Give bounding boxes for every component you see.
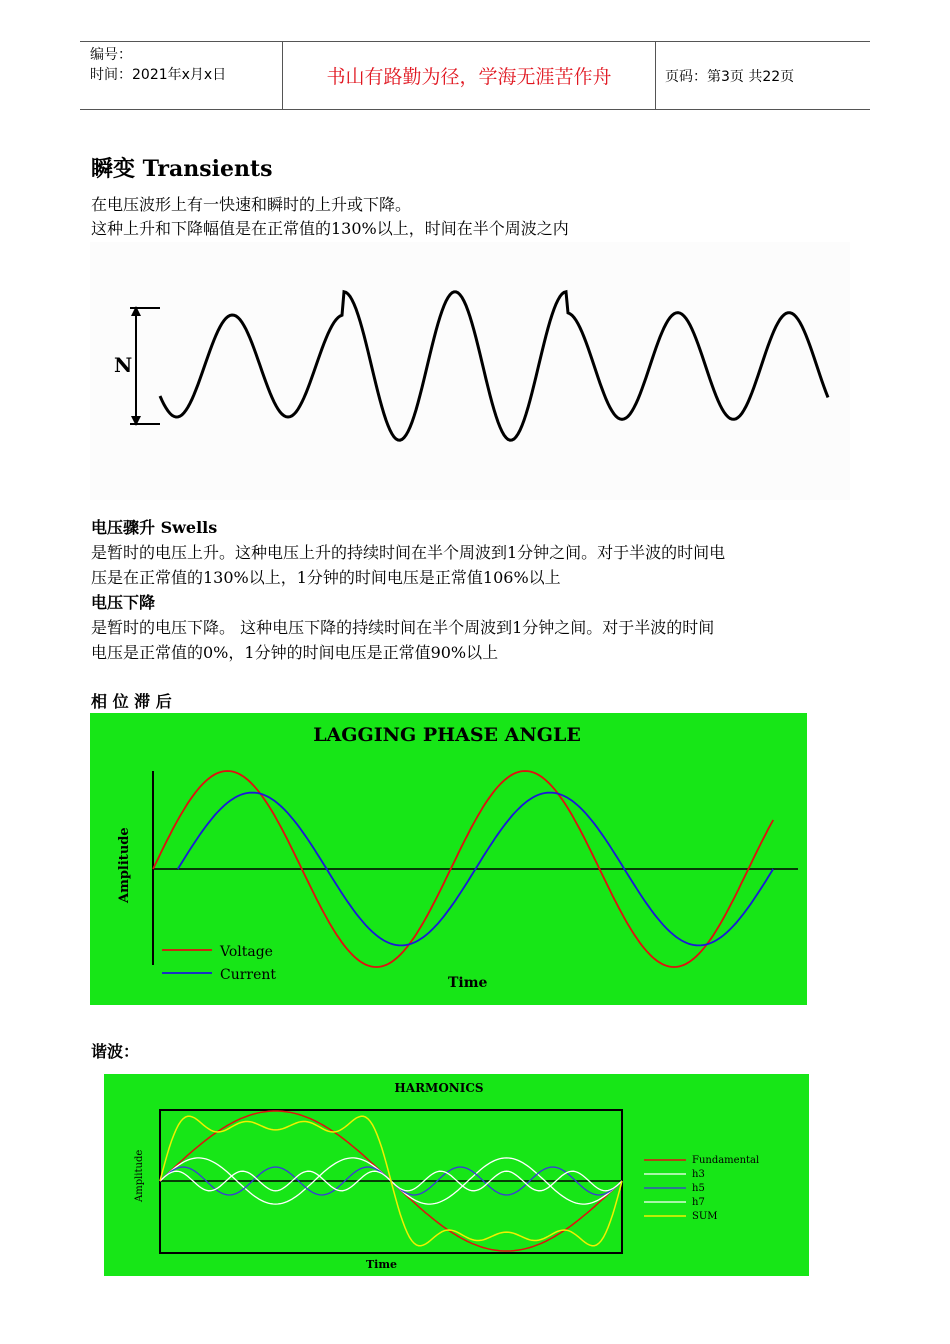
sags-text-1: 是暂时的电压下降。 这种电压下降的持续时间在半个周波到1分钟之间。对于半波的时间: [91, 618, 715, 637]
section-title-swells: 电压骤升 Swells: [91, 518, 218, 537]
section-title-harmonics: 谐波：: [91, 1042, 140, 1061]
document-date: 时间：2021年x月x日: [90, 67, 227, 83]
swells-text-2: 压是在正常值的130%以上，1分钟的时间电压是正常值106%以上: [91, 568, 561, 587]
swells-text-1: 是暂时的电压上升。这种电压上升的持续时间在半个周波到1分钟之间。对于半波的时间电: [91, 543, 726, 562]
page-number: 页码：第3页 共22页: [665, 68, 795, 85]
header-motto: 书山有路勤为径，学海无涯苦作舟: [326, 66, 612, 88]
amplitude-label: N: [114, 353, 133, 377]
transients-text-1: 在电压波形上有一快速和瞬时的上升或下降。: [91, 195, 412, 214]
section-title-sags: 电压下降: [91, 593, 156, 612]
legend-label-h5: h5: [692, 1183, 705, 1194]
header-meta: [90, 45, 226, 85]
chart-title: HARMONICS: [394, 1081, 484, 1095]
header-divider: [655, 42, 656, 109]
y-axis-label: Amplitude: [134, 1149, 145, 1202]
transients-text-2: 这种上升和下降幅值是在正常值的130%以上，时间在半个周波之内: [91, 219, 569, 238]
y-axis-label: Amplitude: [117, 827, 132, 903]
lagging-phase-chart: [90, 713, 807, 1005]
harmonics-chart: [104, 1074, 809, 1276]
legend-label-h7: h7: [692, 1197, 705, 1208]
legend-voltage-label: Voltage: [220, 944, 273, 960]
legend-current-label: Current: [220, 967, 277, 983]
legend-label-h3: h3: [692, 1169, 705, 1180]
chart-background: [90, 713, 807, 1005]
section-title-lagging: 相 位 滞 后: [91, 692, 172, 711]
chart-title: LAGGING PHASE ANGLE: [313, 724, 581, 746]
page-header: [80, 41, 870, 110]
sags-text-2: 电压是正常值的0%，1分钟的时间电压是正常值90%以上: [91, 643, 499, 662]
transients-waveform-figure: [90, 242, 850, 500]
x-axis-label: Time: [366, 1258, 398, 1271]
section-title-transients: 瞬变 Transients: [91, 156, 273, 182]
legend-label-sum: SUM: [692, 1211, 718, 1222]
x-axis-label: Time: [448, 975, 488, 991]
document-number: 编号：: [90, 47, 132, 63]
legend-label-fundamental: Fundamental: [692, 1155, 760, 1166]
